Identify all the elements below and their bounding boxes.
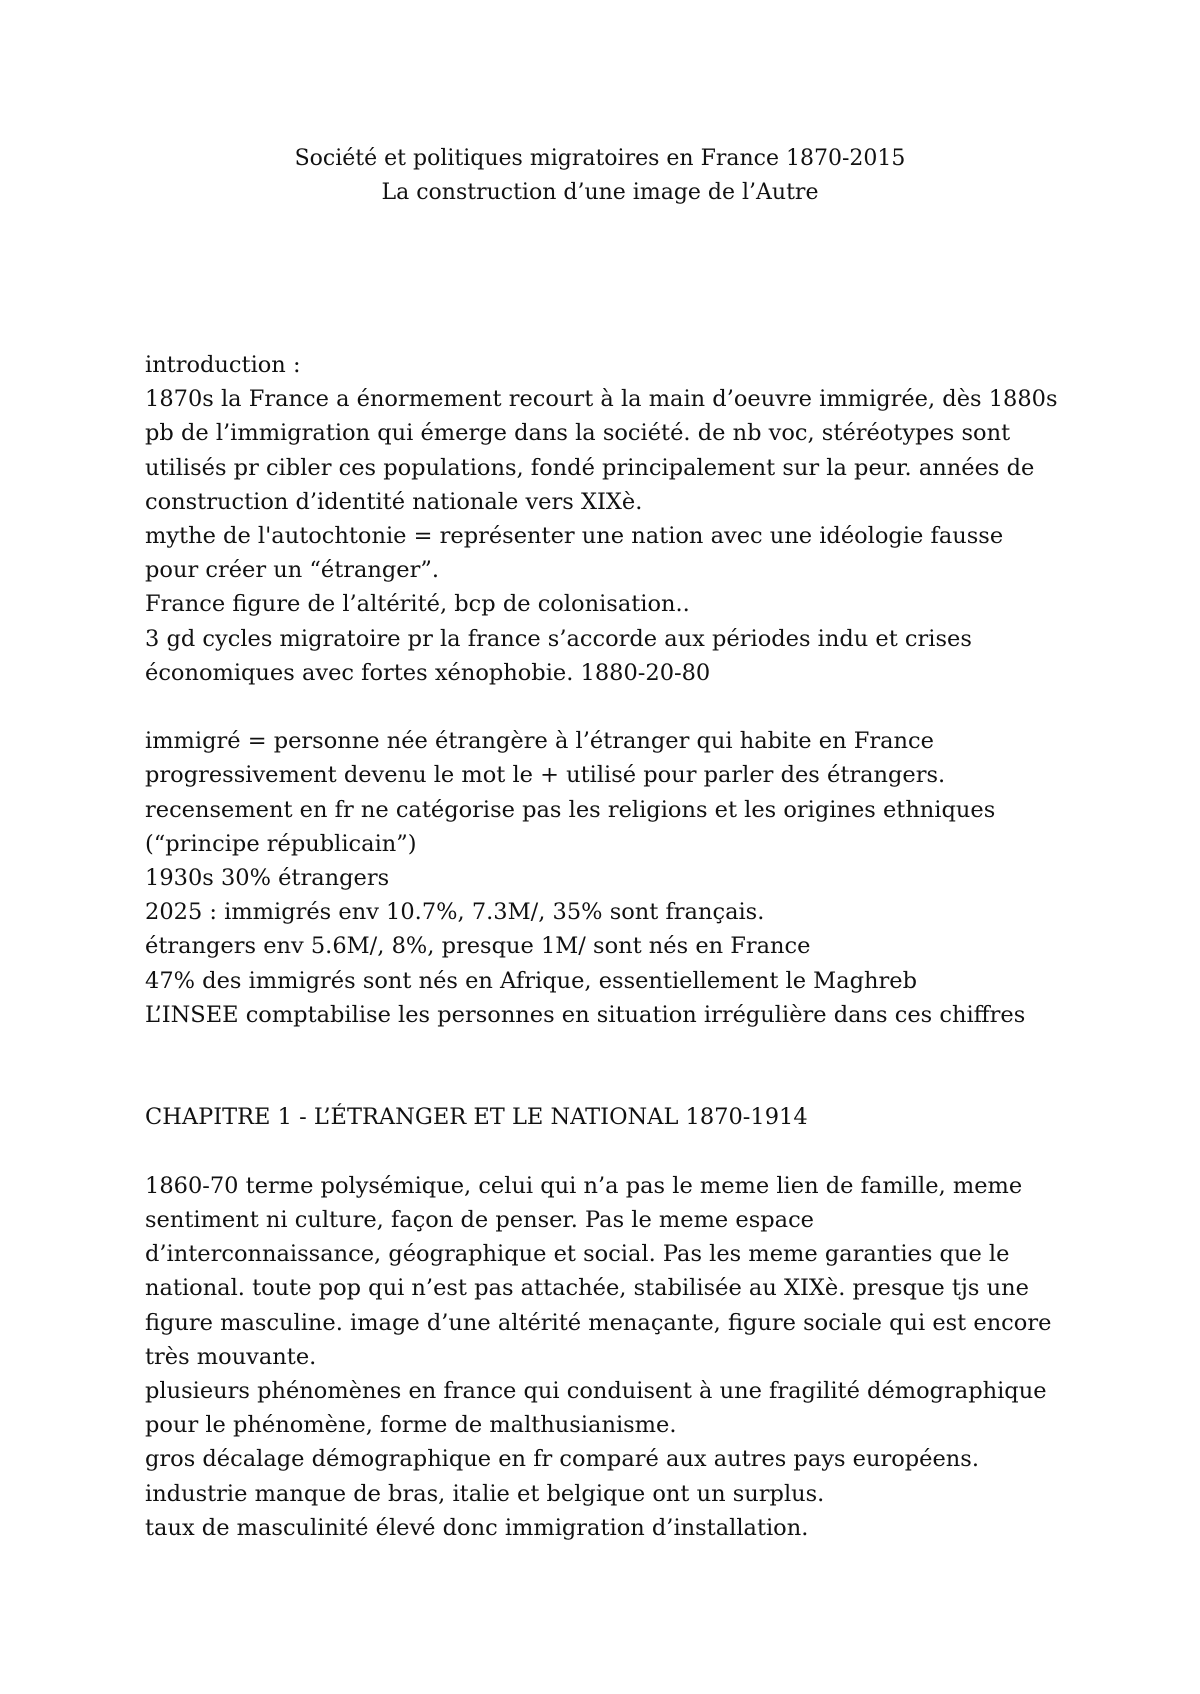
chapter-heading: CHAPITRE 1 - L’ÉTRANGER ET LE NATIONAL 1870-1914 xyxy=(145,1104,808,1131)
introduction-section xyxy=(145,348,1155,690)
text-line: utilisés pr cibler ces populations, fondé principalement sur la peur. années de xyxy=(145,454,1035,481)
text-line: 1860-70 terme polysémique, celui qui n’a pas le meme lien de famille, meme xyxy=(145,1172,1023,1199)
text-line: 3 gd cycles migratoire pr la france s’accorde aux périodes indu et crises xyxy=(145,625,972,652)
text-line: pour créer un “étranger”. xyxy=(145,557,440,584)
paragraph-spacer xyxy=(145,1032,1155,1100)
text-line: étrangers env 5.6M/, 8%, presque 1M/ sont nés en France xyxy=(145,933,811,960)
text-line: figure masculine. image d’une altérité menaçante, figure sociale qui est encore xyxy=(145,1309,1052,1336)
text-line: 2025 : immigrés env 10.7%, 7.3M/, 35% sont français. xyxy=(145,899,765,926)
text-line: d’interconnaissance, géographique et social. Pas les meme garanties que le xyxy=(145,1241,1010,1268)
text-line: 47% des immigrés sont nés en Afrique, essentiellement le Maghreb xyxy=(145,967,917,994)
document-body xyxy=(145,348,1155,1545)
text-line: pb de l’immigration qui émerge dans la société. de nb voc, stéréotypes sont xyxy=(145,420,1011,447)
text-line: (“principe républicain”) xyxy=(145,830,417,857)
title-line-2: La construction d’une image de l’Autre xyxy=(381,180,819,205)
text-line: 1870s la France a énormement recourt à la main d’oeuvre immigrée, dès 1880s xyxy=(145,386,1058,413)
chapter-1-section xyxy=(145,1100,1155,1545)
text-line: progressivement devenu le mot le + utilisé pour parler des étrangers. xyxy=(145,762,946,789)
text-line: très mouvante. xyxy=(145,1343,317,1370)
text-line: plusieurs phénomènes en france qui conduisent à une fragilité démographique xyxy=(145,1378,1047,1405)
title-line-1: Société et politiques migratoires en France 1870-2015 xyxy=(294,146,906,171)
paragraph-spacer xyxy=(145,690,1155,724)
text-line: économiques avec fortes xénophobie. 1880-20-80 xyxy=(145,659,711,686)
definitions-section xyxy=(145,724,1155,1032)
text-line: national. toute pop qui n’est pas attachée, stabilisée au XIXè. presque tjs une xyxy=(145,1275,1029,1302)
text-line: industrie manque de bras, italie et belgique ont un surplus. xyxy=(145,1480,825,1507)
text-line: immigré = personne née étrangère à l’étranger qui habite en France xyxy=(145,728,934,755)
text-line: L’INSEE comptabilise les personnes en situation irrégulière dans ces chiffres xyxy=(145,1001,1026,1028)
paragraph-spacer xyxy=(145,1135,1155,1169)
introduction-heading: introduction : xyxy=(145,352,301,378)
text-line: recensement en fr ne catégorise pas les religions et les origines ethniques xyxy=(145,796,996,823)
text-line: mythe de l'autochtonie = représenter une nation avec une idéologie fausse xyxy=(145,523,1004,550)
text-line: France figure de l’altérité, bcp de colonisation.. xyxy=(145,591,690,618)
text-line: sentiment ni culture, façon de penser. Pas le meme espace xyxy=(145,1207,814,1234)
document-title xyxy=(0,142,1200,210)
text-line: taux de masculinité élevé donc immigration d’installation. xyxy=(145,1514,809,1541)
text-line: construction d’identité nationale vers XIXè. xyxy=(145,488,643,515)
text-line: gros décalage démographique en fr comparé aux autres pays européens. xyxy=(145,1446,979,1473)
text-line: pour le phénomène, forme de malthusianisme. xyxy=(145,1412,677,1439)
text-line: 1930s 30% étrangers xyxy=(145,865,390,892)
